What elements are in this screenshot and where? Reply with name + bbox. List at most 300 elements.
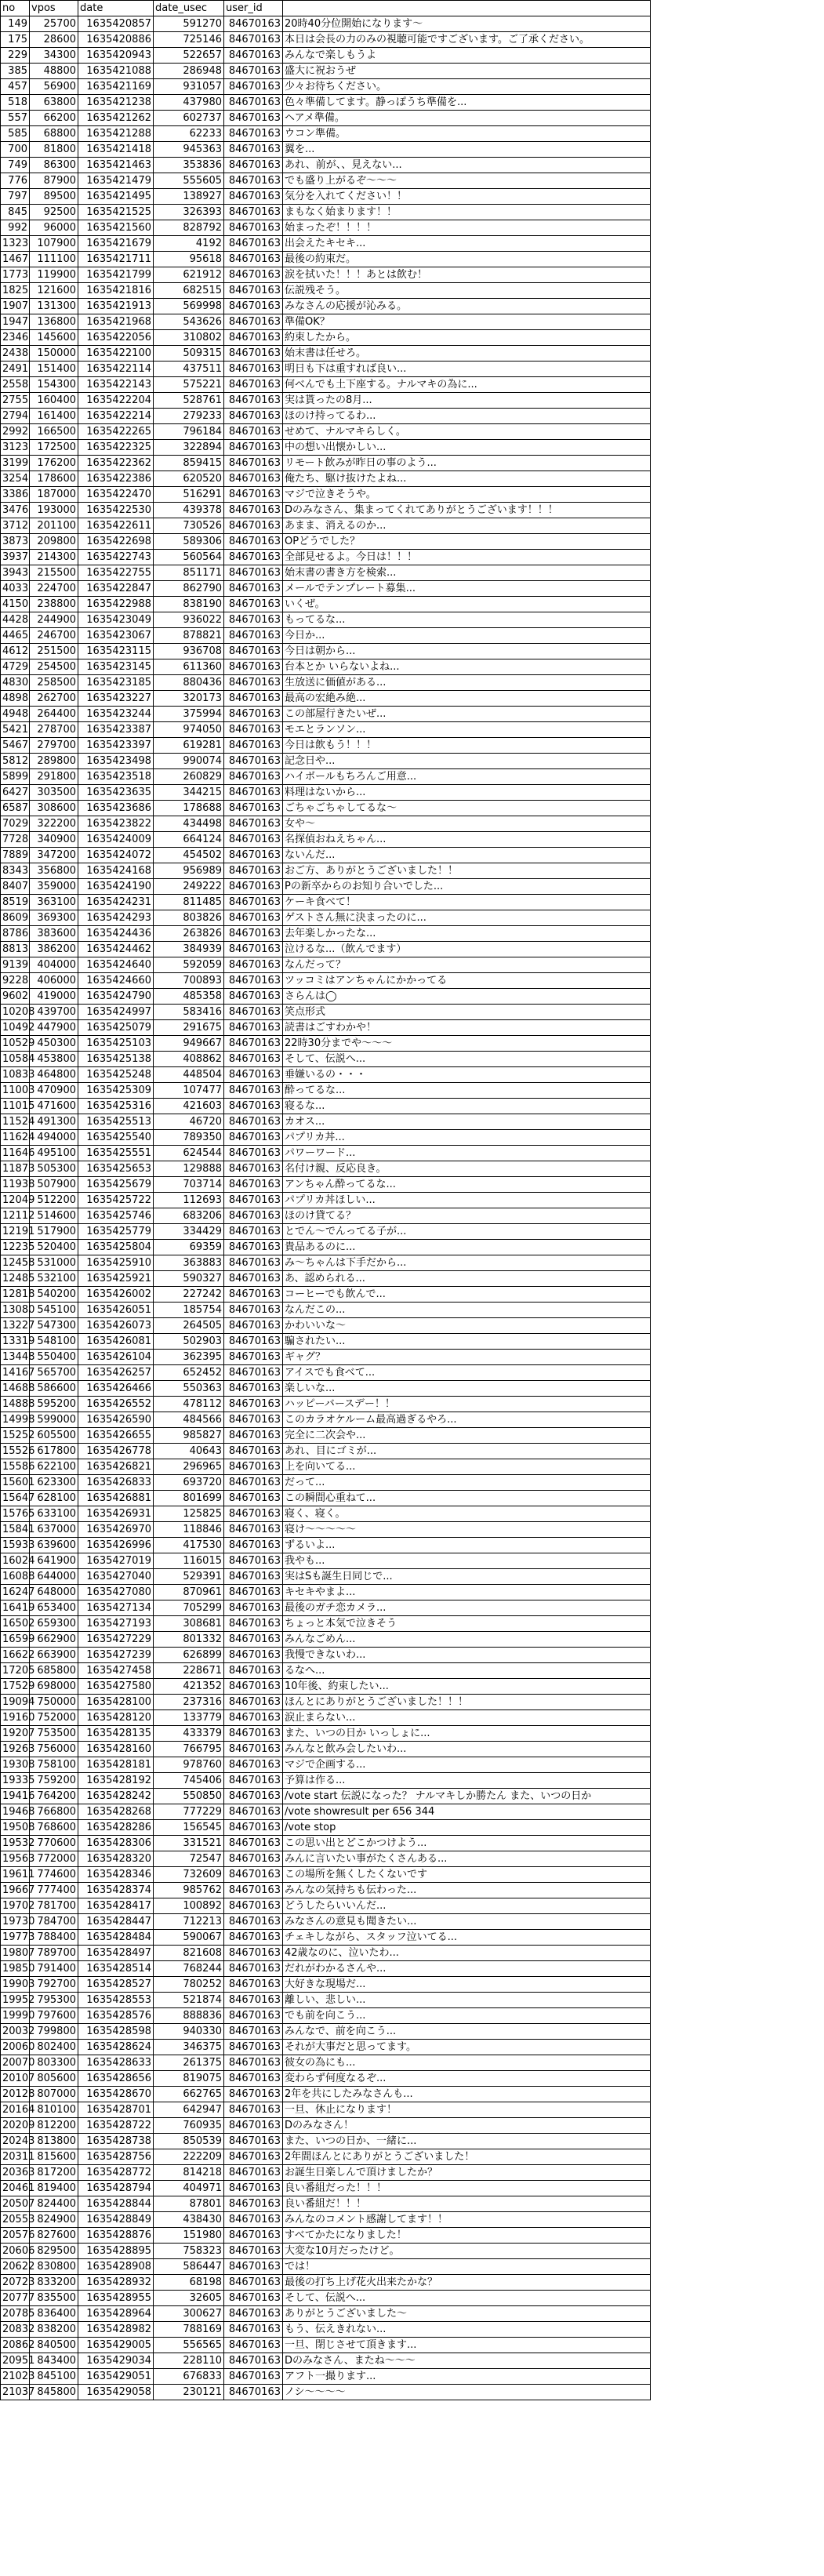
cell-date-usec: 264505 xyxy=(154,1318,224,1334)
cell-comment: もう、伝えきれない... xyxy=(283,2322,651,2338)
cell-comment: 寝け〜〜〜〜〜 xyxy=(283,1522,651,1538)
cell-no: 3937 xyxy=(1,550,30,565)
cell-date: 1635428722 xyxy=(78,2118,154,2134)
cell-user-id: 84670163 xyxy=(224,832,283,848)
cell-date: 1635422470 xyxy=(78,487,154,503)
cell-date: 1635420857 xyxy=(78,16,154,32)
cell-date-usec: 575221 xyxy=(154,377,224,393)
cell-date: 1635423822 xyxy=(78,816,154,832)
cell-no: 12049 xyxy=(1,1193,30,1208)
cell-no: 19563 xyxy=(1,1851,30,1867)
cell-date-usec: 62233 xyxy=(154,126,224,142)
cell-no: 12235 xyxy=(1,1240,30,1255)
cell-no: 14688 xyxy=(1,1381,30,1397)
cell-date: 1635423244 xyxy=(78,707,154,722)
cell-comment: 中の想い出懐かしい... xyxy=(283,440,651,456)
cell-comment: この場所を無くしたくないです xyxy=(283,1867,651,1883)
cell-date-usec: 129888 xyxy=(154,1161,224,1177)
cell-comment: 笑点形式 xyxy=(283,1005,651,1020)
cell-date-usec: 700893 xyxy=(154,973,224,989)
cell-user-id: 84670163 xyxy=(224,2134,283,2149)
cell-no: 12458 xyxy=(1,1255,30,1271)
cell-no: 2558 xyxy=(1,377,30,393)
table-row xyxy=(1,926,651,942)
cell-no: 11524 xyxy=(1,1114,30,1130)
cell-no: 15601 xyxy=(1,1475,30,1491)
cell-date: 1635428447 xyxy=(78,1914,154,1930)
cell-user-id: 84670163 xyxy=(224,1193,283,1208)
cell-no: 19990 xyxy=(1,2008,30,2024)
cell-date-usec: 334429 xyxy=(154,1224,224,1240)
cell-date: 1635427019 xyxy=(78,1553,154,1569)
cell-vpos: 214300 xyxy=(30,550,78,565)
table-row xyxy=(1,1036,651,1052)
cell-comment: 楽しいな... xyxy=(283,1381,651,1397)
cell-no: 11938 xyxy=(1,1177,30,1193)
cell-vpos: 768600 xyxy=(30,1820,78,1836)
cell-user-id: 84670163 xyxy=(224,1930,283,1946)
cell-no: 10529 xyxy=(1,1036,30,1052)
cell-comment: 完全に二次会や... xyxy=(283,1428,651,1444)
table-row xyxy=(1,2322,651,2338)
table-row xyxy=(1,158,651,173)
cell-no: 3476 xyxy=(1,503,30,518)
cell-comment: 泣けるな...（飲んでます） xyxy=(283,942,651,957)
cell-no: 1773 xyxy=(1,267,30,283)
cell-comment: 最後の約束だ。 xyxy=(283,252,651,267)
cell-date-usec: 279233 xyxy=(154,409,224,424)
cell-date-usec: 320173 xyxy=(154,691,224,707)
column-header-no: no xyxy=(1,1,30,16)
table-row xyxy=(1,330,651,346)
cell-date-usec: 384939 xyxy=(154,942,224,957)
cell-date-usec: 949667 xyxy=(154,1036,224,1052)
cell-user-id: 84670163 xyxy=(224,1553,283,1569)
cell-vpos: 540200 xyxy=(30,1287,78,1303)
cell-user-id: 84670163 xyxy=(224,848,283,863)
cell-date-usec: 261375 xyxy=(154,2055,224,2071)
cell-no: 12112 xyxy=(1,1208,30,1224)
cell-no: 17205 xyxy=(1,1663,30,1679)
cell-date: 1635425513 xyxy=(78,1114,154,1130)
table-row xyxy=(1,2244,651,2259)
cell-vpos: 810100 xyxy=(30,2102,78,2118)
cell-user-id: 84670163 xyxy=(224,1993,283,2008)
cell-date: 1635425653 xyxy=(78,1161,154,1177)
cell-comment: コーヒーでも飲んで... xyxy=(283,1287,651,1303)
cell-no: 20209 xyxy=(1,2118,30,2134)
cell-no: 15647 xyxy=(1,1491,30,1506)
table-row xyxy=(1,1553,651,1569)
cell-vpos: 264400 xyxy=(30,707,78,722)
cell-date: 1635422611 xyxy=(78,518,154,534)
cell-comment: みんに言いたい事がたくさんある... xyxy=(283,1851,651,1867)
cell-comment: このカラオケルーム最高過ぎるやろ... xyxy=(283,1412,651,1428)
cell-date: 1635425551 xyxy=(78,1146,154,1161)
cell-date-usec: 228110 xyxy=(154,2353,224,2369)
cell-no: 9602 xyxy=(1,989,30,1005)
cell-date: 1635428932 xyxy=(78,2275,154,2291)
cell-user-id: 84670163 xyxy=(224,1271,283,1287)
cell-user-id: 84670163 xyxy=(224,189,283,205)
cell-vpos: 161400 xyxy=(30,409,78,424)
cell-vpos: 28600 xyxy=(30,32,78,48)
table-row xyxy=(1,95,651,111)
cell-date: 1635423686 xyxy=(78,801,154,816)
cell-date-usec: 437980 xyxy=(154,95,224,111)
cell-date-usec: 227242 xyxy=(154,1287,224,1303)
cell-vpos: 595200 xyxy=(30,1397,78,1412)
cell-date-usec: 828792 xyxy=(154,220,224,236)
cell-user-id: 84670163 xyxy=(224,2118,283,2134)
cell-date: 1635427458 xyxy=(78,1663,154,1679)
cell-user-id: 84670163 xyxy=(224,565,283,581)
cell-no: 19611 xyxy=(1,1867,30,1883)
cell-date-usec: 516291 xyxy=(154,487,224,503)
cell-user-id: 84670163 xyxy=(224,1036,283,1052)
cell-vpos: 815600 xyxy=(30,2149,78,2165)
cell-date-usec: 592059 xyxy=(154,957,224,973)
cell-vpos: 453800 xyxy=(30,1052,78,1067)
cell-comment: 騙されたい... xyxy=(283,1334,651,1350)
cell-user-id: 84670163 xyxy=(224,1506,283,1522)
table-row xyxy=(1,1506,651,1522)
cell-date: 1635423067 xyxy=(78,628,154,644)
cell-user-id: 84670163 xyxy=(224,1240,283,1255)
cell-comment: 始末書は任せろ。 xyxy=(283,346,651,362)
table-row xyxy=(1,2008,651,2024)
cell-user-id: 84670163 xyxy=(224,79,283,95)
cell-date-usec: 522657 xyxy=(154,48,224,64)
cell-user-id: 84670163 xyxy=(224,926,283,942)
cell-date: 1635421968 xyxy=(78,314,154,330)
cell-date: 1635424640 xyxy=(78,957,154,973)
cell-user-id: 84670163 xyxy=(224,173,283,189)
table-row xyxy=(1,910,651,926)
cell-vpos: 605500 xyxy=(30,1428,78,1444)
cell-comment: 準備OK？ xyxy=(283,314,651,330)
cell-date: 1635423387 xyxy=(78,722,154,738)
cell-date: 1635422325 xyxy=(78,440,154,456)
table-row xyxy=(1,2228,651,2244)
cell-date: 1635423498 xyxy=(78,754,154,769)
cell-user-id: 84670163 xyxy=(224,377,283,393)
cell-date: 1635428656 xyxy=(78,2071,154,2087)
cell-no: 19508 xyxy=(1,1820,30,1836)
cell-date-usec: 619281 xyxy=(154,738,224,754)
cell-no: 20032 xyxy=(1,2024,30,2040)
cell-date: 1635422698 xyxy=(78,534,154,550)
cell-date-usec: 732609 xyxy=(154,1867,224,1883)
table-row xyxy=(1,1742,651,1757)
cell-comment: 今日は飲もう！！！ xyxy=(283,738,651,754)
cell-comment: 最後の打ち上げ花火出来たかな？ xyxy=(283,2275,651,2291)
cell-vpos: 470900 xyxy=(30,1083,78,1099)
cell-date-usec: 936022 xyxy=(154,612,224,628)
cell-comment: また、いつの日か、一緒に... xyxy=(283,2134,651,2149)
table-row xyxy=(1,1710,651,1726)
cell-date: 1635426996 xyxy=(78,1538,154,1553)
cell-date-usec: 974050 xyxy=(154,722,224,738)
table-row xyxy=(1,1208,651,1224)
cell-date: 1635425804 xyxy=(78,1240,154,1255)
cell-user-id: 84670163 xyxy=(224,111,283,126)
cell-date: 1635427229 xyxy=(78,1632,154,1648)
cell-comment: 2年間ほんとにありがとうございました！ xyxy=(283,2149,651,2165)
cell-no: 3123 xyxy=(1,440,30,456)
cell-comment: カオス... xyxy=(283,1114,651,1130)
cell-user-id: 84670163 xyxy=(224,1789,283,1804)
cell-date-usec: 936708 xyxy=(154,644,224,659)
cell-comment: ゲストさん無に決まったのに... xyxy=(283,910,651,926)
column-header-date: date xyxy=(78,1,154,16)
cell-date: 1635428624 xyxy=(78,2040,154,2055)
cell-vpos: 87900 xyxy=(30,173,78,189)
cell-date: 1635428908 xyxy=(78,2259,154,2275)
cell-user-id: 84670163 xyxy=(224,581,283,597)
table-row xyxy=(1,1946,651,1961)
cell-date-usec: 602737 xyxy=(154,111,224,126)
cell-no: 7728 xyxy=(1,832,30,848)
cell-comment: みなさんの応援が沁みる。 xyxy=(283,299,651,314)
column-header-comment xyxy=(283,1,651,16)
cell-no: 20070 xyxy=(1,2055,30,2071)
cell-date: 1635425309 xyxy=(78,1083,154,1099)
cell-no: 3873 xyxy=(1,534,30,550)
table-row xyxy=(1,2055,651,2071)
cell-comment: 実は貰ったの8月... xyxy=(283,393,651,409)
cell-vpos: 833200 xyxy=(30,2275,78,2291)
cell-date: 1635421816 xyxy=(78,283,154,299)
cell-vpos: 813800 xyxy=(30,2134,78,2149)
cell-date: 1635428772 xyxy=(78,2165,154,2181)
cell-user-id: 84670163 xyxy=(224,1067,283,1083)
cell-no: 12818 xyxy=(1,1287,30,1303)
cell-date: 1635421088 xyxy=(78,64,154,79)
cell-user-id: 84670163 xyxy=(224,440,283,456)
cell-date: 1635426881 xyxy=(78,1491,154,1506)
cell-date-usec: 4192 xyxy=(154,236,224,252)
cell-user-id: 84670163 xyxy=(224,2212,283,2228)
cell-vpos: 136800 xyxy=(30,314,78,330)
cell-no: 6427 xyxy=(1,785,30,801)
table-row xyxy=(1,456,651,471)
cell-date: 1635424072 xyxy=(78,848,154,863)
table-row xyxy=(1,1491,651,1506)
cell-no: 11624 xyxy=(1,1130,30,1146)
cell-comment: 離しい、悲しい... xyxy=(283,1993,651,2008)
cell-comment: ハッピーバースデー！！ xyxy=(283,1397,651,1412)
cell-date-usec: 888836 xyxy=(154,2008,224,2024)
table-row xyxy=(1,1648,651,1663)
cell-vpos: 505300 xyxy=(30,1161,78,1177)
cell-comment: 全部見せるよ。今日は！！！ xyxy=(283,550,651,565)
cell-comment: 伝説残そう。 xyxy=(283,283,651,299)
cell-date: 1635425079 xyxy=(78,1020,154,1036)
cell-date: 1635421479 xyxy=(78,173,154,189)
cell-no: 457 xyxy=(1,79,30,95)
cell-no: 2794 xyxy=(1,409,30,424)
cell-date: 1635426590 xyxy=(78,1412,154,1428)
cell-no: 19667 xyxy=(1,1883,30,1898)
table-row xyxy=(1,2259,651,2275)
cell-no: 13080 xyxy=(1,1303,30,1318)
cell-vpos: 201100 xyxy=(30,518,78,534)
cell-vpos: 450300 xyxy=(30,1036,78,1052)
cell-vpos: 784700 xyxy=(30,1914,78,1930)
table-row xyxy=(1,142,651,158)
cell-user-id: 84670163 xyxy=(224,1287,283,1303)
cell-comment: 翼を... xyxy=(283,142,651,158)
cell-no: 16419 xyxy=(1,1600,30,1616)
table-row xyxy=(1,1365,651,1381)
table-row xyxy=(1,2353,651,2369)
cell-user-id: 84670163 xyxy=(224,816,283,832)
table-row xyxy=(1,691,651,707)
table-row xyxy=(1,1569,651,1585)
cell-date: 1635426778 xyxy=(78,1444,154,1459)
cell-date-usec: 589306 xyxy=(154,534,224,550)
cell-comment: チェキしながら、スタッフ泣いてる... xyxy=(283,1930,651,1946)
cell-no: 20311 xyxy=(1,2149,30,2165)
table-row xyxy=(1,299,651,314)
cell-user-id: 84670163 xyxy=(224,471,283,487)
cell-date: 1635421913 xyxy=(78,299,154,314)
cell-date: 1635420886 xyxy=(78,32,154,48)
cell-vpos: 845100 xyxy=(30,2369,78,2385)
cell-vpos: 48800 xyxy=(30,64,78,79)
cell-comment: あれ、前が、、見えない... xyxy=(283,158,651,173)
cell-comment: だって... xyxy=(283,1475,651,1491)
cell-date-usec: 125825 xyxy=(154,1506,224,1522)
cell-vpos: 308600 xyxy=(30,801,78,816)
cell-no: 10833 xyxy=(1,1067,30,1083)
cell-date: 1635424660 xyxy=(78,973,154,989)
cell-user-id: 84670163 xyxy=(224,487,283,503)
cell-date: 1635428844 xyxy=(78,2196,154,2212)
cell-no: 4033 xyxy=(1,581,30,597)
cell-vpos: 788400 xyxy=(30,1930,78,1946)
cell-vpos: 797600 xyxy=(30,2008,78,2024)
cell-date-usec: 439378 xyxy=(154,503,224,518)
cell-user-id: 84670163 xyxy=(224,2102,283,2118)
cell-user-id: 84670163 xyxy=(224,2244,283,2259)
cell-date: 1635422847 xyxy=(78,581,154,597)
cell-no: 3943 xyxy=(1,565,30,581)
cell-date-usec: 437511 xyxy=(154,362,224,377)
cell-comment: アフト一撮ります... xyxy=(283,2369,651,2385)
cell-date-usec: 990074 xyxy=(154,754,224,769)
cell-date: 1635428135 xyxy=(78,1726,154,1742)
cell-date-usec: 550850 xyxy=(154,1789,224,1804)
cell-no: 749 xyxy=(1,158,30,173)
cell-comment: さらんは◯ xyxy=(283,989,651,1005)
cell-no: 1947 xyxy=(1,314,30,330)
cell-user-id: 84670163 xyxy=(224,2181,283,2196)
cell-comment: 大変な10月だったけど。 xyxy=(283,2244,651,2259)
cell-date-usec: 107477 xyxy=(154,1083,224,1099)
cell-date: 1635421711 xyxy=(78,252,154,267)
cell-vpos: 383600 xyxy=(30,926,78,942)
table-row xyxy=(1,1867,651,1883)
cell-date-usec: 296965 xyxy=(154,1459,224,1475)
cell-user-id: 84670163 xyxy=(224,16,283,32)
cell-user-id: 84670163 xyxy=(224,1804,283,1820)
cell-date: 1635428320 xyxy=(78,1851,154,1867)
cell-comment: あ、認められる... xyxy=(283,1271,651,1287)
cell-date: 1635425138 xyxy=(78,1052,154,1067)
cell-date: 1635427080 xyxy=(78,1585,154,1600)
table-row xyxy=(1,581,651,597)
cell-date-usec: 478112 xyxy=(154,1397,224,1412)
cell-user-id: 84670163 xyxy=(224,1350,283,1365)
table-row xyxy=(1,2102,651,2118)
cell-user-id: 84670163 xyxy=(224,48,283,64)
cell-comment: 少々お待ちください。 xyxy=(283,79,651,95)
cell-comment: 生放送に価値がある... xyxy=(283,675,651,691)
cell-comment: でも盛り上がるぞ〜〜〜 xyxy=(283,173,651,189)
table-row xyxy=(1,1381,651,1397)
cell-vpos: 840500 xyxy=(30,2338,78,2353)
cell-comment: 色々準備してます。静っぽうち準備を... xyxy=(283,95,651,111)
cell-date: 1635428100 xyxy=(78,1695,154,1710)
cell-date: 1635428849 xyxy=(78,2212,154,2228)
table-row xyxy=(1,1522,651,1538)
cell-date: 1635424997 xyxy=(78,1005,154,1020)
table-row xyxy=(1,16,651,32)
cell-no: 15252 xyxy=(1,1428,30,1444)
cell-date-usec: 758323 xyxy=(154,2244,224,2259)
cell-comment: お誕生日楽しんで頂けましたか？ xyxy=(283,2165,651,2181)
cell-date-usec: 662765 xyxy=(154,2087,224,2102)
cell-date: 1635426655 xyxy=(78,1428,154,1444)
cell-date: 1635422056 xyxy=(78,330,154,346)
cell-comment: 2年を共にしたみなさんも... xyxy=(283,2087,651,2102)
table-row xyxy=(1,2149,651,2165)
cell-date: 1635423635 xyxy=(78,785,154,801)
cell-user-id: 84670163 xyxy=(224,863,283,879)
cell-no: 19730 xyxy=(1,1914,30,1930)
cell-date: 1635428286 xyxy=(78,1820,154,1836)
cell-user-id: 84670163 xyxy=(224,1648,283,1663)
cell-date-usec: 978760 xyxy=(154,1757,224,1773)
cell-no: 10584 xyxy=(1,1052,30,1067)
cell-user-id: 84670163 xyxy=(224,158,283,173)
cell-date: 1635425921 xyxy=(78,1271,154,1287)
table-row xyxy=(1,1883,651,1898)
cell-comment: 最後のガチ恋カメラ... xyxy=(283,1600,651,1616)
cell-date: 1635424462 xyxy=(78,942,154,957)
cell-user-id: 84670163 xyxy=(224,409,283,424)
cell-comment: まもなく始まります！！ xyxy=(283,205,651,220)
cell-no: 11873 xyxy=(1,1161,30,1177)
cell-no: 3254 xyxy=(1,471,30,487)
table-row xyxy=(1,1397,651,1412)
table-row xyxy=(1,424,651,440)
cell-no: 19702 xyxy=(1,1898,30,1914)
cell-no: 13319 xyxy=(1,1334,30,1350)
cell-comment: みんなの気持ちも伝わった... xyxy=(283,1883,651,1898)
cell-no: 20862 xyxy=(1,2338,30,2353)
cell-user-id: 84670163 xyxy=(224,1365,283,1381)
cell-no: 11003 xyxy=(1,1083,30,1099)
cell-date: 1635423227 xyxy=(78,691,154,707)
cell-no: 518 xyxy=(1,95,30,111)
cell-user-id: 84670163 xyxy=(224,1146,283,1161)
cell-vpos: 843400 xyxy=(30,2353,78,2369)
cell-vpos: 25700 xyxy=(30,16,78,32)
table-row xyxy=(1,1961,651,1977)
